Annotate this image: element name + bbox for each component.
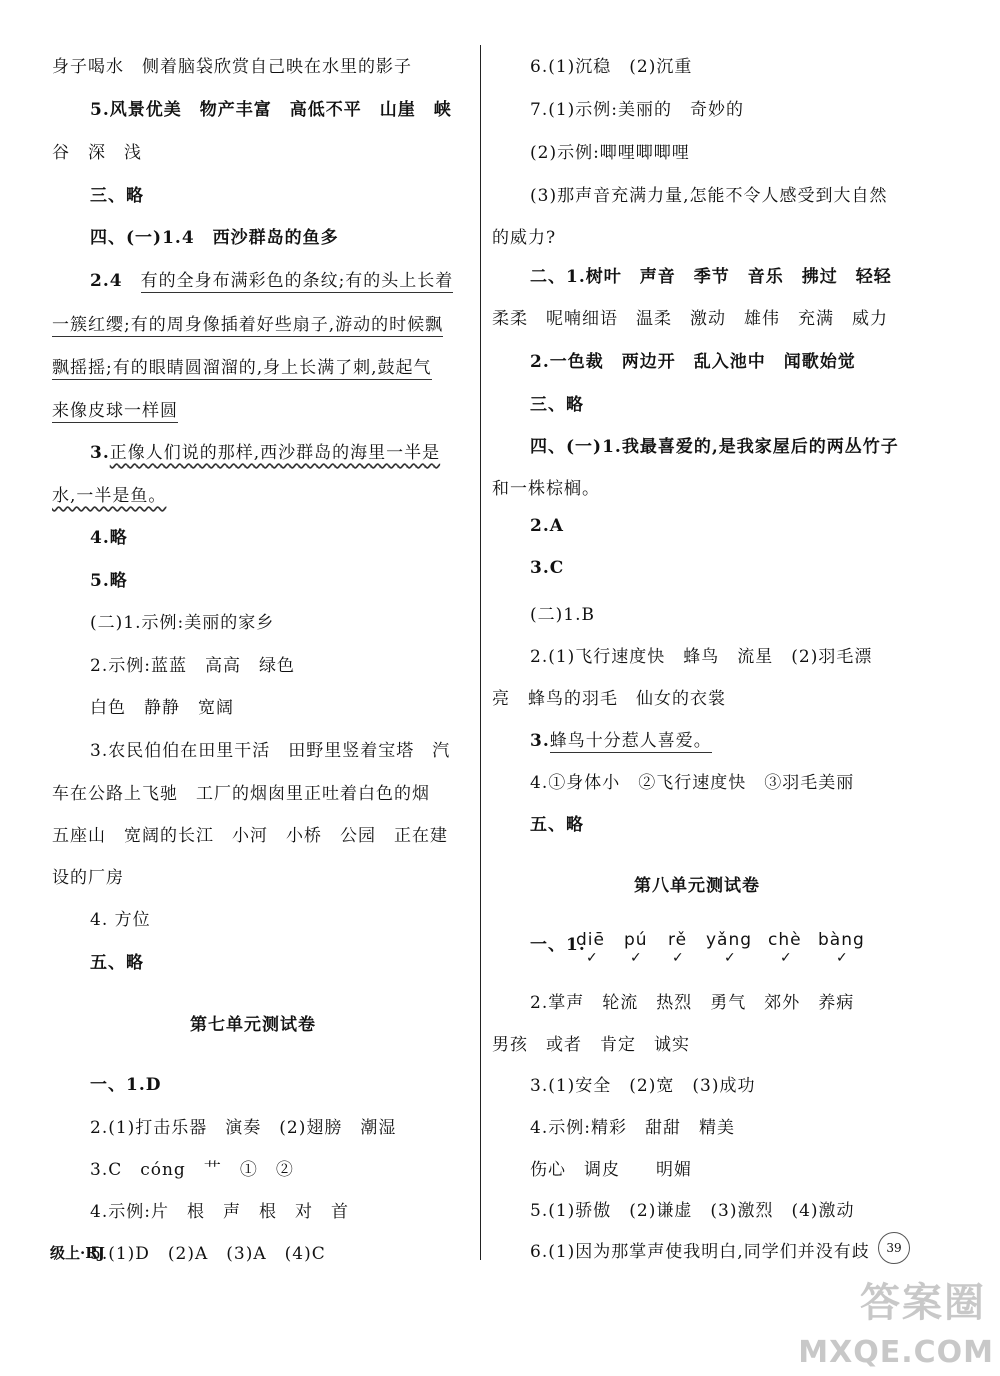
text-line: 谷 深 浅: [52, 143, 142, 163]
text-line: 4.①身体小 ②飞行速度快 ③羽毛美丽: [530, 773, 855, 793]
text-line: 3.C cóng 艹 ① ②: [90, 1160, 294, 1180]
underlined-answer: 蜂鸟十分惹人喜爱。: [549, 731, 712, 751]
text-line: 设的厂房: [52, 868, 124, 888]
text-line: 2.示例:蓝蓝 高高 绿色: [90, 656, 295, 676]
pinyin-item: rě: [668, 930, 688, 950]
question-number: 3.: [90, 443, 110, 463]
text-line: 4.示例:精彩 甜甜 精美: [530, 1118, 735, 1138]
pinyin-item: yǎng: [706, 930, 753, 950]
watermark-logo: 答案圈: [860, 1280, 986, 1326]
text-line: 亮 蜂鸟的羽毛 仙女的衣裳: [492, 689, 726, 709]
text-line: 2.(1)飞行速度快 蜂鸟 流星 (2)羽毛漂: [530, 647, 873, 667]
text-line: 四、(一)1.4 西沙群岛的鱼多: [90, 228, 339, 248]
text-line: 2.(1)打击乐器 演奏 (2)翅膀 潮湿: [90, 1118, 397, 1138]
text-line: 2.A: [530, 516, 564, 536]
underlined-answer: 来像皮球一样圆: [52, 401, 178, 421]
pinyin-item: pú: [624, 930, 648, 950]
section-title: 第七单元测试卷: [190, 1015, 316, 1035]
text-line: [52, 481, 166, 506]
text-line: [52, 396, 178, 421]
text-line: 7.(1)示例:美丽的 奇妙的: [530, 100, 745, 120]
text-line: (二)1.示例:美丽的家乡: [90, 613, 275, 633]
text-line: 三、略: [90, 186, 144, 206]
text-line: 柔柔 呢喃细语 温柔 激动 雄伟 充满 威力: [492, 309, 888, 329]
watermark-url: MXQE.COM: [798, 1335, 994, 1370]
check-mark-icon: ✓: [780, 950, 792, 966]
text-line: (3)那声音充满力量,怎能不令人感受到大自然: [530, 186, 888, 206]
pinyin-item: chè: [768, 930, 802, 950]
text-line: 二、1.树叶 声音 季节 音乐 拂过 轻轻: [530, 267, 892, 287]
text-line: 五、略: [530, 815, 584, 835]
text-line: 4.示例:片 根 声 根 对 首: [90, 1202, 349, 1222]
text-line: 和一株棕榈。: [492, 479, 600, 499]
text-line: 一、1.D: [90, 1075, 162, 1095]
text-line: 5.(1)D (2)A (3)A (4)C: [90, 1244, 326, 1264]
text-line: 三、略: [530, 395, 584, 415]
underlined-answer: 有的全身布满彩色的条纹;有的头上长着: [140, 271, 454, 291]
text-line: 5.风景优美 物产丰富 高低不平 山崖 峡: [90, 100, 452, 120]
text-line: 3.C: [530, 558, 565, 578]
text-line: [52, 353, 432, 378]
question-number: 3.: [530, 731, 550, 751]
text-line: 4.略: [90, 528, 128, 548]
pinyin-item: diē: [576, 930, 605, 950]
text-line: 5.略: [90, 571, 128, 591]
pinyin-item: bàng: [818, 930, 865, 950]
text-line: 五、略: [90, 953, 144, 973]
text-line: 5.(1)骄傲 (2)谦虚 (3)激烈 (4)激动: [530, 1201, 855, 1221]
section-title: 第八单元测试卷: [634, 876, 760, 896]
text-line: 2.一色裁 两边开 乱入池中 闻歌始觉: [530, 352, 856, 372]
text-line: (2)示例:唧哩唧唧哩: [530, 143, 690, 163]
column-divider: [480, 45, 481, 1260]
text-line: 3.农民伯伯在田里干活 田野里竖着宝塔 汽: [90, 741, 451, 761]
text-line: 男孩 或者 肯定 诚实: [492, 1035, 690, 1055]
question-number: 2.4: [90, 271, 141, 291]
check-mark-icon: ✓: [586, 950, 598, 966]
text-line: 3.(1)安全 (2)宽 (3)成功: [530, 1076, 756, 1096]
underlined-answer: 飘摇摇;有的眼睛圆溜溜的,身上长满了刺,鼓起气: [52, 358, 432, 378]
text-line: 2.掌声 轮流 热烈 勇气 郊外 养病: [530, 993, 855, 1013]
page-number: 39: [878, 1232, 910, 1264]
text-line: 白色 静静 宽阔: [90, 698, 234, 718]
text-line: 一、1.: [530, 935, 586, 955]
text-line: 车在公路上飞驰 工厂的烟囱里正吐着白色的烟: [52, 784, 430, 804]
wavy-underlined-answer: 正像人们说的那样,西沙群岛的海里一半是: [109, 443, 441, 463]
text-line: [90, 266, 453, 291]
text-line: [90, 438, 440, 463]
check-mark-icon: ✓: [630, 950, 642, 966]
text-line: [52, 310, 443, 335]
text-line: 伤心 调皮 明媚: [530, 1160, 692, 1180]
check-mark-icon: ✓: [836, 950, 848, 966]
text-line: (二)1.B: [530, 605, 595, 625]
text-line: 五座山 宽阔的长江 小河 小桥 公园 正在建: [52, 826, 448, 846]
check-mark-icon: ✓: [724, 950, 736, 966]
text-line: 四、(一)1.我最喜爱的,是我家屋后的两丛竹子: [530, 437, 899, 457]
text-line: 6.(1)沉稳 (2)沉重: [530, 57, 693, 77]
text-line: 身子喝水 侧着脑袋欣赏自己映在水里的影子: [52, 57, 412, 77]
grade-label: 级上·RJ: [50, 1244, 105, 1262]
underlined-answer: 一簇红缨;有的周身像插着好些扇子,游动的时候飘: [52, 315, 444, 335]
wavy-underlined-answer: 水,一半是鱼。: [52, 486, 167, 506]
check-mark-icon: ✓: [672, 950, 684, 966]
text-line: [530, 726, 712, 751]
text-line: 6.(1)因为那掌声使我明白,同学们并没有歧: [530, 1242, 870, 1262]
text-line: 的威力?: [492, 228, 557, 248]
text-line: 4. 方位: [90, 910, 151, 930]
